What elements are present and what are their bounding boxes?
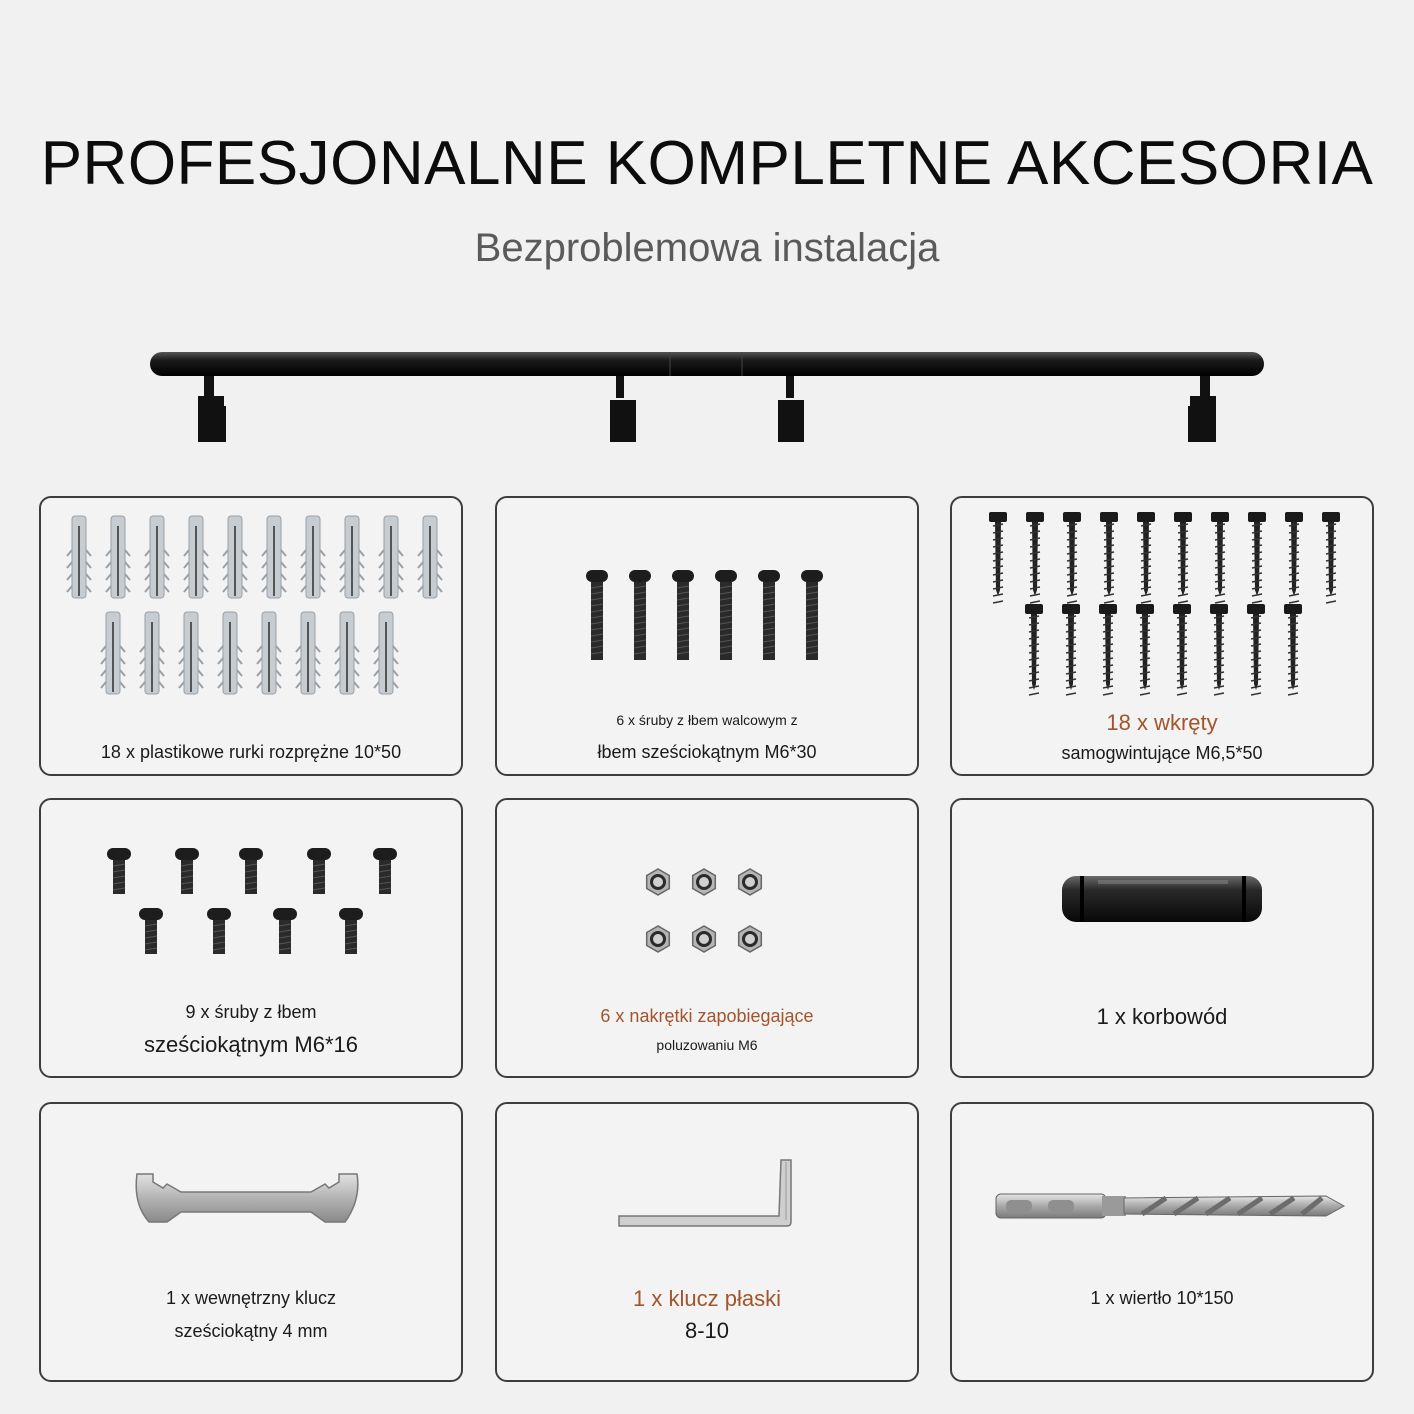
wall-plug-icon	[106, 516, 130, 598]
item-caption-2: sześciokątnym M6*16	[144, 1032, 358, 1057]
hex-bolt-icon	[715, 570, 737, 660]
wall-plug-icon	[184, 516, 208, 598]
hex-bolt-icon	[629, 570, 651, 660]
wall-plug-icon	[262, 516, 286, 598]
hex-bolt-icon	[273, 908, 297, 954]
item-caption: 1 x wiertło 10*150	[1090, 1288, 1234, 1308]
lock-nut-icon	[739, 926, 762, 952]
accessory-card-bolts-m6x30	[495, 496, 919, 776]
page-subtitle: Bezproblemowa instalacja	[474, 226, 940, 270]
self-tapping-screw-icon	[1062, 604, 1080, 695]
wall-plug-icon	[301, 516, 325, 598]
accessory-card-screws	[950, 496, 1374, 776]
wall-plug-icon	[67, 516, 91, 598]
item-caption: 1 x korbowód	[1096, 1004, 1228, 1029]
self-tapping-screw-icon	[1322, 512, 1340, 603]
self-tapping-screw-icon	[1137, 512, 1155, 603]
accessory-card-lock-nuts	[495, 798, 919, 1078]
wall-plug-icon	[140, 612, 164, 694]
lock-nut-icon	[739, 869, 762, 895]
item-caption: 18 x plastikowe rurki rozprężne 10*50	[100, 742, 402, 762]
hex-bolt-icon	[239, 848, 263, 894]
item-caption: 18 x wkręty	[1106, 710, 1218, 735]
accessory-card-wrench	[39, 1102, 463, 1382]
hex-bolt-icon	[801, 570, 823, 660]
hex-bolt-icon	[373, 848, 397, 894]
item-caption-2: sześciokątny 4 mm	[174, 1321, 328, 1341]
hex-bolt-icon	[207, 908, 231, 954]
lock-nut-icon	[693, 926, 716, 952]
lock-nut-icon	[693, 869, 716, 895]
handrail-icon	[0, 330, 1414, 460]
flat-wrench-icon	[41, 1104, 465, 1384]
hex-bolt-icon	[339, 908, 363, 954]
item-caption: 1 x wewnętrzny klucz	[165, 1288, 337, 1308]
lock-nut-icon	[647, 926, 670, 952]
accessory-card-drill-bit	[950, 1102, 1374, 1382]
item-caption: 9 x śruby z łbem	[185, 1002, 317, 1022]
wall-plug-icon	[379, 516, 403, 598]
hex-bolt-icon	[586, 570, 608, 660]
wall-plug-icon	[223, 516, 247, 598]
self-tapping-screw-icon	[1284, 604, 1302, 695]
self-tapping-screw-icon	[1136, 604, 1154, 695]
wall-plug-icon	[335, 612, 359, 694]
wall-plug-icon	[340, 516, 364, 598]
hex-bolt-icon	[175, 848, 199, 894]
item-caption-2: samogwintujące M6,5*50	[1061, 743, 1263, 763]
hex-bolt-m6x30-icon	[497, 498, 921, 778]
accessory-card-wall-plugs	[39, 496, 463, 776]
page-title: PROFESJONALNE KOMPLETNE AKCESORIA	[40, 129, 1374, 198]
wall-plug-icon	[418, 516, 442, 598]
hex-bolt-icon	[139, 908, 163, 954]
wall-plug-icon	[296, 612, 320, 694]
self-tapping-screw-icon	[1025, 604, 1043, 695]
wall-plug-icon	[218, 612, 242, 694]
connecting-rod-icon	[952, 800, 1376, 1080]
self-tapping-screw-icon	[989, 512, 1007, 603]
wall-plug-icon	[179, 612, 203, 694]
accessory-card-connecting-rod	[950, 798, 1374, 1078]
wall-plug-icon	[145, 516, 169, 598]
self-tapping-screw-icon	[1063, 512, 1081, 603]
item-caption-2: poluzowaniu M6	[656, 1037, 758, 1053]
self-tapping-screw-icon	[1099, 604, 1117, 695]
self-tapping-screw-icon	[1285, 512, 1303, 603]
self-tapping-screw-icon	[1173, 604, 1191, 695]
hex-bolt-icon	[107, 848, 131, 894]
wall-plug-icon	[101, 612, 125, 694]
hex-bolt-icon	[307, 848, 331, 894]
self-tapping-screw-icon	[1247, 604, 1265, 695]
self-tapping-screw-icon	[1210, 604, 1228, 695]
drill-bit-icon	[952, 1104, 1376, 1384]
self-tapping-screw-icon	[1100, 512, 1118, 603]
wall-plug-icon	[41, 498, 465, 778]
self-tapping-screw-icon	[952, 498, 1376, 778]
self-tapping-screw-icon	[1211, 512, 1229, 603]
item-caption-2: łbem sześciokątnym M6*30	[597, 742, 817, 762]
accessory-card-hex-key	[495, 1102, 919, 1382]
wall-plug-icon	[257, 612, 281, 694]
wall-plug-icon	[374, 612, 398, 694]
item-caption: 6 x nakrętki zapobiegające	[600, 1006, 814, 1026]
item-caption-2: 8-10	[684, 1318, 730, 1343]
accessory-card-bolts-m6x16	[39, 798, 463, 1078]
item-caption: 6 x śruby z łbem walcowym z	[616, 712, 798, 728]
hex-bolt-icon	[758, 570, 780, 660]
self-tapping-screw-icon	[1174, 512, 1192, 603]
item-caption: 1 x klucz płaski	[633, 1286, 781, 1311]
lock-nut-icon	[647, 869, 670, 895]
self-tapping-screw-icon	[1026, 512, 1044, 603]
hex-bolt-icon	[672, 570, 694, 660]
self-tapping-screw-icon	[1248, 512, 1266, 603]
